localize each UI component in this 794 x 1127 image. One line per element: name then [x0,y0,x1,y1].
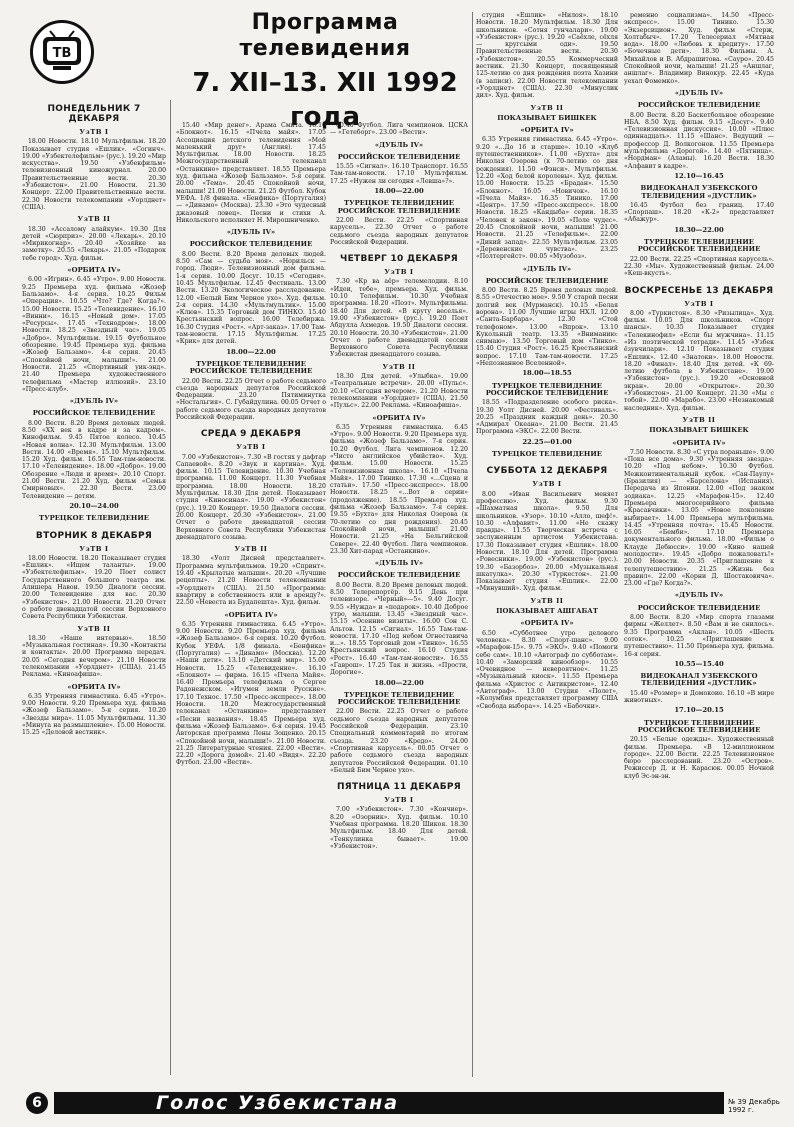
program-listing: 16.45 Футбол без границ. 17.40 «Спорпаш». 18.20 «К-2» представляет «Абажур». [624,201,774,224]
channel-heading: «ОРБИТА IV» [372,413,426,422]
channel-heading: «ДУБЛЬ IV» [69,397,119,406]
column-4 [476,12,618,1082]
program-listing: 8.00 Вести. 8.20 Баскетбольное обозрение НБА. 8.50 Худ. фильм. 9.15 «Досуг». 9.40 «Телевизионная дискуссия». 10.00 «Плюс одиннадцать». 11.15 «Шанс». Ведущий — профессор Д. Волкогонов. 11.55 Премьера мультфильма «Дорогой». 14.40 «Пятница». «Нордман» (Аламы). 16.20 Вести. 18.30 «Алфавит в кадре». [624,111,774,170]
day-heading: ПОНЕДЕЛЬНИК 7 ДЕКАБРЯ [47,104,141,124]
program-listing: 22.00 Вести. 22.25 Отчет о работе седьмого съезда народных депутатов Российской Федерации. 23.10 Специальный комментарий по итогам съезда. 23.20 «Кредо». 24.00 «Спортивная карусель». 00.05 Отчет о работе седьмого съезда народных депутатов Российской Федерации. 01.10 «Белый Бим Черное ухо». [330,708,468,774]
time-slot-note: 12.10—16.45 [674,171,724,180]
column-rule [472,12,473,1077]
channel-heading: РОССИЙСКОЕ ТЕЛЕВИДЕНИЕ [337,152,461,161]
column-rule [170,100,171,1075]
channel-heading: ВИДЕОКАНАЛ УЗБЕКСКОГО ТЕЛЕВИДЕНИЯ «ДУСТЛИК» [640,672,758,688]
program-listing: 6.35 Утренняя гимнастика. 6.45 «Утро». 9.00 Новости. 9.20 Премьера худ. фильма «Жозеф Бальзамо». 7-я серия. 10.20 Футбол. Лига чемпионов. 12.20 «Чисто английское убийство». Худ. фильм. 15.00 Новости. 15.25 «Телевизионная школа». 16.10 «Пчела Майя». 17.00 Тинико. 17.30 «...Сцена и статьи». 17.50 «Пресс-экспресс». 18.00 Новости. 18.25 «...Вот в серии» (продолжение). 18.55 Премьера худ. фильма «Жозеф Бальзамо». 7-я серия. 19.55 «Бухта» для Николая Озерова (к 70-летию со дня рождения). 20.45 Спокойной ночи, малыши! 21.00 Новости. 21.25 «На Бельгийской Севере». 22.40 Футбол. Лига чемпионов. 23.30 Хит-парад «Останкино». [330,423,468,555]
time-slot-note: 22.25—01.00 [522,437,572,446]
program-listing: 8.00 «Иван Васильевич меняет профессию». Худ. фильм. 9.30 «Шахматная школа». 9.50 Для школьников. «Узор». 10.10 «Алло, шеф!». 10.30 «Алфавит». 11.00 «Не скажу правды». 11.55 Творческая встреча с заслуженным артистом Узбекистана. 17.30 Показывает студия «Ешлик». 18.00 Новости. 18.10 Для детей. Программа «Ровесники». 19.00 «Узбекистон» (рус.). 19.30 «Базорбоз». 20.00 «Музыкальная шкатулка». 20.30 «Туркестон». 21.00 Показывает студия «Ешлик». 22.00 «Минувший». Худ. фильм. [476,490,618,593]
headline-line2: 7. XII–13. XII 1992 года [192,68,458,132]
channel-heading: «ДУБЛЬ IV» [374,140,424,149]
program-listing: 6.35 Утренняя гимнастика. 6.45 «Утро». 9.00 Новости. 9.20 Премьера худ. фильма «Жозеф Бальзамо». 6-я серия. 10.20 Футбол. Кубок УЕФА. 1/8 финала. «Бенфика» (Португалия) — «Динамо» (Москва). 12.20 «Наши дети». 13.10 «Детский мир». 15.00 Новости. 15.25 «Телевидение». 16.10 «Блокнот» — фирма. 16.15 «Пчела Майя». 16.40 Премьера телефильма о Сергее Радонежском. «Игумен земли Русские». 17.10 Технос. 17.50 «Пресс-экспресс». 18.00 Новости. 18.20 Межгосударственный телеканал «Останкино» представляет «Песни названия». 18.45 Премьера худ. фильма «Жозеф Бальзамо». 6-я серия. 19.45 Авторская программа Лены Зощенко. 20.15 «Спокойной ночи, малыши!». 21.00 Новости. 21.25 Литературные чтения. 22.00 «Вести». 22.20 «Дорога домой». 21.40 «Видя». 22.20 Футбол. 23.00 «Вести». [176,620,326,767]
channel-heading: РОССИЙСКОЕ ТЕЛЕВИДЕНИЕ [485,276,609,285]
channel-heading: ТУРЕЦКОЕ ТЕЛЕВИДЕНИЕ РОССИЙСКОЕ ТЕЛЕВИДЕНИЕ [189,359,313,376]
tv-logo-icon [39,29,85,75]
program-listing: 22.00 Вести. 22.25 Отчет о работе седьмого съезда народных депутатов Российской Федерации. 23.20 Пятиминутка «Ностальгия». С. Губайдулина. 00.05 Отчет о работе седьмого съезда народных депутатов Российской Федерации. [176,377,327,421]
day-heading: СУББОТА 12 ДЕКАБРЯ [486,466,608,477]
time-slot-note: ПОКАЗЫВАЕТ АШГАБАТ [496,607,598,616]
time-slot-note: 10.55—15.40 [674,659,724,668]
page-headline [190,10,460,134]
page-number: 6 [26,1092,48,1114]
station-heading: УзТВ I [79,544,109,553]
channel-heading: РОССИЙСКОЕ ТЕЛЕВИДЕНИЕ [189,240,313,249]
channel-heading: ТУРЕЦКОЕ ТЕЛЕВИДЕНИЕ РОССИЙСКОЕ ТЕЛЕВИДЕНИЕ [637,238,761,254]
channel-heading: «ДУБЛЬ IV» [522,264,572,273]
time-slot-note: 18.00—18.55 [522,369,572,378]
program-listing: 15.40 «Мир денег». Арама Смита. 16.10 «Блокнот». 16.15 «Пчела майя». 17.05 Ассоциация детского телевидения «Мой маленький друг» (Англия). 17.45 Мультфильм. 18.00 Новости. 18.25 Межгосударственный телеканал «Останкино» представляет. 18.55 Премьера худ. фильма «Жозеф Бальзамо». 5-я серия. 20.00 «Тема». 20.45 Спокойной ночи, малыши! 21.00 Новости. 21.25 Футбол. Кубок УЕФА. 1/8 финала. «Бенфика» (Португалия) — «Динамо» (Москва). 23.30 «Это чудесный джазовый ловец». Песни и стихи А. Никольского исполняет Н. Мирошниченко. [176,122,326,224]
column-5 [624,12,774,1082]
program-listing: 18.55 «Подразделение особого риска». 19.30 Уолт Дисней. 20.00 «Фестиваль». 20.25 «Праздник каждый день». 20.30 «Адмирал Океана». 21.00 Вести. 21.45 Программа «ЭКС». 22.00 Вести. [476,399,618,436]
channel-heading: «ДУБЛЬ IV» [674,591,724,600]
program-listing: 6.00 «Игрин». 6.45 «Утро». 9.00 Новости. 9.25 Премьера худ. фильма «Жозеф Бальзамо». 4-я серия. 10.25 Фильм «Операция». 10.55 «Что? Где? Когда?». 15.00 Новости. 15.25 «Телевидение». 16.10 «Винни». 16.15 «Новый дом». 17.05 «Ресурсы». 17.45 «Технодром». 18.00 Новости. 18.25 «Звездный час». 19.05 «Добро». Мультфильм. 19.15 Футбольное обозрение. 19.45 Премьера худ. фильма «Жозеф Бальзамо». 4-я серия. 20.45 «Спокойной ночи, малыши!». 21.00 Новости. 21.25 «Спортивный уик-энд». 21.40 Премьера художественного телефильма «Мастер иллюзий». 23.10 «Пресс-клуб». [22,276,166,393]
time-slot-note: 18.00—22.00 [374,678,424,687]
headline-line1: Программа телевидения [239,10,411,61]
station-heading: УзТВ II [530,103,564,112]
program-listing: 18.30 «Уолт Дисней представляет». Программа мультфильмов. 19.20 «Спринт». 19.40 «Крылатые малыши». 20.20 «Лучшие рецепты». 21.20 Новости телекомпании «Уорлднет» (США). 21.50 «Программа: квартиру в собственность или в аренду?». 22.50 «Невеста из Будапешта». Худ. фильм. [176,555,326,607]
program-listing: 15.55 «Сигнал». 16.10 Транспорт. 16.55 Там-там-новости. 17.10 Мультфильм. 17.25 «Нужен ли сегодня «Левша»?». [330,163,468,185]
day-heading: ВТОРНИК 8 ДЕКАБРЯ [35,530,153,541]
program-listing: 18.30 Для детей. «Улыбка». 19.00 «Театральные встречи». 20.00 «Пульс». 20.10 «Сегодня вечером». 21.20 Новости телекомпании «Уорлднет» (США). 21.50 «Пульс». 22.00 Реклама. «Киноафиша». [330,373,468,410]
column-3 [330,122,468,1082]
channel-heading: «ОРБИТА IV» [67,266,121,275]
station-heading: УзТВ II [682,415,716,424]
channel-heading: «ОРБИТА IV» [224,610,278,619]
time-slot-note: 18.00—22.00 [374,187,424,196]
column-2 [176,122,326,1082]
program-listing: ременно социализма». 14.50 «Пресс-экспресс». 15.00 Тинико. 15.30 «Экзерсицион». Худ. фильм «Стерж, Холтабыч». 17.20 Телесериал «Мятная вода». 18.00 «Любовь к кредиту». 17.50 «Бочечные дети». 18.30 Фильмы. А. Михайлов и В. Абдрашитова. «Сауро». 20.45 Спокойной ночи, малыши! 21.25 «Аншлаг, аншлаг». Владимир Винокур. 22.45 «Куда уехал Фомемко». [624,12,774,85]
channel-heading: РОССИЙСКОЕ ТЕЛЕВИДЕНИЕ [337,571,461,580]
channel-heading: РОССИЙСКОЕ ТЕЛЕВИДЕНИЕ [637,603,761,612]
station-heading: УзТВ I [532,480,562,489]
tv-logo [30,20,94,84]
channel-heading: РОССИЙСКОЕ ТЕЛЕВИДЕНИЕ [32,409,156,418]
channel-heading: «ДУБЛЬ IV» [374,559,424,568]
program-listing: 00.40 Футбол. Лига чемпионов. ЦСКА — «Гетеборг». 23.00 «Вести». [330,122,468,137]
program-listing: 8.00 Вести. 8.25 Время деловых людей. 8.55 «Отечество мое». 9.50 У старой песни долгий век (Мурманск). 10.15 «Белая ворона». 11.00 Лучшие игры НХЛ. 12.00 «Санта-Барбара». 12.30 «Стой телефоном». 13.00 «Впрок». 13.10 Кукольный театр. 13.35 «Вниманию: снимаю». 13.50 Торговый дом «Тинко». 15.40 Студия «Рост». 16.25 Крестьянский вопрос. 17.10 Там-там-новости. 17.25 «Непознанное Вселенной». [476,287,618,368]
time-slot-note: ПОКАЗЫВАЕТ БИШКЕК [497,113,597,122]
program-listing: 18.00 Новости. 18.20 Показывает студия «Ешлик». «Ищем таланты». 19.00 «Узбектелефильм». 19.20 Поет солист Государственного большого театра им. Алишера Навои. 19.50 Диалоги сессии. 20.00 Телевидение для вас. 20.30 «Узбекистон». 21.00 Новости. 21.20 Отчет о работе двенадцатой сессии Верховного Совета Республики Узбекистан. [22,554,166,621]
station-heading: УзТВ I [79,128,109,136]
program-listing: 6.35 Утренняя гимнастика. 6.45 «Утро». 9.20 «...До 16 и старше». 10.10 «Клуб путешественников». 11.00 «Бухта» для Николая Озерова (к 70-летию со дня рождения). 11.50 «Фэнси». Мультфильм. 12.20 «Ход белой королевы». Худ. фильм. 15.00 Новости. 15.25 «Брадан». 15.50 «Блокнот». 16.05 «Новичок». 16.10 «Пчела Майя». 16.35 Тинико. 17.00 «Центр». 17.50 «Пресс-экспресс». 18.00 Новости. 18.25 «Кандыба» серии. 18.35 «Человек и закон». 19.05 «Поле чудес». 20.45 Спокойной ночи, малыши! 21.00 Новости. 21.25 «Телефильм». 22.00 «Дикий запад». 22.55 Мультфильм. 23.05 «Деревенские чувства». 23.25 «Полтергейст». 00.05 «Музобоз». [476,136,618,261]
channel-heading: ТУРЕЦКОЕ ТЕЛЕВИДЕНИЕ [39,514,149,523]
program-listing: 8.00 «Туркистон». 8.30 «Ризылица». Худ. фильм. 10.05 Для школьников. «Спорт шансы». 10.35 Показывает студия «Телекинофил» «Если бы мужчина». 11.15 «Из поэтической тетради». 11.45 «Узбек ёзувчилари». 12.10 Показывает студия «Ешлик». 12.40 «Знатоки». 18.00 Новости. 18.20 «Финал». 18.40 Для детей. «К 69-летию футбола в Узбекистане». 19.00 «Узбекистон» (рус.). 19.20 «Основной экран». 20.00 «Открыток». 20.30 «Узбекистон». 21.00 Концерт. 21.30 «Мы с тобой». 22.00 «Марабо». 23.00 «Незнакомый наследник». Худ. фильм. [624,309,774,412]
channel-heading: «ОРБИТА IV» [672,438,726,447]
program-listing: 22.00 Вести. 22.25 «Спортивная карусель». 22.30 «Мы». Художественный фильм. 24.00 «Кеш-вкусть». [624,255,774,278]
program-listing: 8.00 Вести. 8.20 Время деловых людей. 8.50 «Сам — судьба моя». «Норильск — город. Люди». Телевизионный дом фильма. 1-я серия. 10.00 Досуг. 10.15 «Сегодня». 10.45 Мультфильм. 12.45 Фестиваль. 13.00 Вести. 13.20 Экологическое расследование. 12.00 «Белый Бим Черное ухо». Худ. фильм. 2-я серия. 14.30 «Мультмультик». 15.00 «Клюв». 15.35 Торговый дом ТИНКО. 15.40 Крестьянский вопрос. 16.00 Телебиржа. 16.30 Студия «Рост». «Арт-заказ». 17.00 Там-там-новости. 17.15 Мультфильм. 17.25 «Крик» для детей. [176,250,326,346]
day-heading: СРЕДА 9 ДЕКАБРЯ [200,429,302,440]
station-heading: УзТВ II [77,215,111,224]
channel-heading: ТУРЕЦКОЕ ТЕЛЕВИДЕНИЕ РОССИЙСКОЕ ТЕЛЕВИДЕНИЕ [485,381,609,397]
time-slot-note: 17.10—20.15 [674,706,724,715]
time-slot-note: 18.30—22.00 [674,225,724,234]
program-listing: 7.00 «Узбекистон». 7.30 «Кончиер». 8.20 «Озорник». Худ. фильм. 10.10 Учебная программа. 18.20 Шикоя. 18.30 Мультфильм. 18.40 Для детей. «Тенкулинка бывает». 19.00 «Узбекистон». [330,806,468,850]
channel-heading: ТУРЕЦКОЕ ТЕЛЕВИДЕНИЕ РОССИЙСКОЕ ТЕЛЕВИДЕНИЕ [337,690,461,707]
time-slot-note: ПОКАЗЫВАЕТ БИШКЕК [649,426,749,435]
program-listing: 22.00 Вести. 22.25 «Спортивная карусель». 22.30 Отчет о работе седьмого съезда народных депутатов Российской Федерации. [330,216,468,246]
channel-heading: РОССИЙСКОЕ ТЕЛЕВИДЕНИЕ [637,101,761,110]
issue-info: № 39 Декабрь 1992 г. [728,1098,780,1114]
logo-text: ТВ [52,46,72,61]
program-listing: 7.30 «Кр ва аёр» телемелодии. 8.10 «Идеи, тебе», премьера. Худ. фильм. 10.10 Телефильм. 10.30 Учебная программа. 18.20 «Поэт». Мультфильмы. 18.40 Для детей. «В круту веселья». 19.00 «Узбекистон» (рус.). 19.20 Поет Абдулла Ахмедов. 19.50 Диалоги сессии. 20.10 Новости. 20.30 «Узбекистон». 21.00 Отчет о работе двенадцатой сессии Верховного Совета Республики Узбекистан двенадцатого созыва. [330,278,468,359]
program-listing: 18.30 «Ассалому алайкум». 19.30 Для детей «Сюрприз». 20.00 «Лекарь». 20.10 «Мирикогнар». 20.40 «Хозяйке на заметку». 20.55 «Лекарь». 21.05 «Подарок тебе город». Худ. фильм. [22,225,166,262]
channel-heading: ТУРЕЦКОЕ ТЕЛЕВИДЕНИЕ РОССИЙСКОЕ ТЕЛЕВИДЕНИЕ [337,199,461,215]
newspaper-name: Голос Узбекистана [156,1092,400,1114]
program-listing: 20.15 «Белые одежды». Художественный фильм. Премьера. «В 12-миллионном городе». 22.00 Вести. 22.25 Телевизионное бюро расследований. 23.20 «Остров». Режиссер Д. и Н. Карасюк. 00.05 Ночной клуб Эс-эн-эн. [624,736,774,780]
day-heading: ВОСКРЕСЕНЬЕ 13 ДЕКАБРЯ [624,285,774,296]
station-heading: УзТВ II [77,624,111,633]
program-listing: 8.00 Вести. 8.20 Время деловых людей. 8.50 Телерепортёр. 9.15 День при телевизоре. «Черный»—5». 9.40 Досуг. 9.55 «Нужда» и «подарок». 10.40 Доброе утро, малыши. 13.45 «Звездный час». 15.15 «Осенние визиты». 16.00 Сон C. Альтов. 12.15 «Сигнал». 16.55 Там-там-новости. 17.10 «Под небом Огнеставича и...». 18.55 Торговый дом «Тинко». 16.55 Крестьянский вопрос. 16.10 Студия «Рост». 16.40 «Там-там-новости». 16.55 «Гаврош». 17.25 Так и жизнь. «Прости, Дорогие». [330,581,468,677]
day-heading: ПЯТНИЦА 11 ДЕКАБРЯ [336,782,462,793]
station-heading: УзТВ II [530,596,564,605]
time-slot-note: 18.00—22.00 [226,347,276,356]
channel-heading: ТУРЕЦКОЕ ТЕЛЕВИДЕНИЕ [492,450,602,459]
program-listing: студия «Ешлик» «Нилоя». 18.10 Новости. 18.20 Мультфильм. 18.30 Для школьников. «Сотня гунчалари». 19.00 «Узбекистон» (рус.). 19.20 «Саёхле, сёхля — кругсыми оди». 19.50 Правительственные вести. 20.30 «Узбекистон». 20.55 Коммерческий вестник. 21.30 Концерт, посвященный 125-летию со дня рождения поэта Хазини (в записи). 22.00 Новости телекомпании «Уорлднет» (США). 22.30 «Минуслик дил». Худ. фильм. [476,12,618,100]
station-heading: УзТВ I [684,299,714,308]
time-slot-note: 20.10—24.00 [69,501,119,510]
program-listing: 8.00 Вести. 8.20 «Мир спорта глазами фирмы «Желлет». 8.50 «Вам и не снилось». 9.35 Программа «Аклан». 10.05 «Шесть соток». 10.25 «Приглашение к путешествию». 11.50 Премьера худ. фильма. 16-я серия. [624,614,774,658]
column-1 [22,96,166,1086]
station-heading: УзТВ II [234,545,268,554]
day-heading: ЧЕТВЕРГ 10 ДЕКАБРЯ [340,254,458,265]
program-listing: 6.50 «Субботнее утро делового человека». 8.30 «Спорт-шанс». 9.00 «Марафон-15». 9.75 «ЭКО». 9.40 «Помоги себе сам». 10.10 «Автограф по субботам». 10.40 «Заморский кинообзор». 10.55 «Очевидное — невероятное». 11.25 «Музыкальный киоск». 11.55 Премьера фильма «Христос с Антикристом». 12.40 «Автограф». 13.00 Студия «Полет», «Колумбия представляет программу США «Свобода выбора»». 14.25 «Бабочки». [476,629,618,710]
program-listing: 8.00 Вести. 8.20 Время деловых людей. 8.50 «XX век в кадре и за кадром». Кинофильм. 9.45 Пятое колесо. 10.45 «Новая волна». 12.30 Мультфильм. 13.00 Вести. 14.00 «Время». 15.10 Мультфильм. 15.20 Худ. фильм. 16.55 Там-там-новости. 17.10 «Телевидение». 18.00 «Добро». 19.00 Обозрение «Люди и время». 20.10 Спорт. 21.00 Вести. 21.20 Худ. фильм «Семья Смирновых». 22.30 Вести. 23.00 Телевидение — детям. [22,419,166,500]
program-listing: 7.50 Новости. 8.30 «С утра пораньше». 9.00 «Пока все дома». 9.30 «Утренняя звезда». 10.20 «Под небом». 10.30 Футбол. Межконтинентальный кубок. «Сан-Паулу» (Бразилия) — «Барселона» (Испания). Передача из Японии. 12.00 «Под знаком зодиака». 12.25 «Марафон-15». 12.40 Премьера многосерийного фильма «Красавчики». 13.05 «Новое поколение выбирает». 14.00 Премьера мультфильма. 14.45 «Утренняя почта». 15.45 Новости. 16.05 «Бемби». 17.10 Премьера документального фильма. 18.00 «Фильм о Клауде Дебюсси». 19.00 «Кино нашей молодости». 19.45 «Добро пожаловать!» 20.00 Новости. 20.35 «Приглашение к телепутешествию». 21.25 «Жизнь без правил». 22.00 «Корни Д. Шостаковича». 23.00 «Где? Когда?». [624,448,774,588]
program-listing: 6.35 Утренняя гимнастика. 6.45 «Утро». 9.00 Новости. 9.20 Премьера худ. фильма «Жозеф Бальзамо». 5-я серия. 10.20 «Звезды мира». 11.05 Мультфильмы. 11.30 «Минута на размышление». 15.00 Новости. 15.25 «Деловой вестник». [22,692,166,737]
channel-heading: «ОРБИТА IV» [520,126,574,135]
channel-heading: «ДУБЛЬ IV» [226,228,276,237]
channel-heading: «ДУБЛЬ IV» [674,88,724,97]
station-heading: УзТВ I [384,796,414,805]
program-listing: 15.40 «Розмер» и Домокоие. 16.10 «В мире животных». [624,689,774,705]
channel-heading: ВИДЕОКАНАЛ УЗБЕКСКОГО ТЕЛЕВИДЕНИЯ «ДУСТЛИК» [640,184,758,200]
channel-heading: «ОРБИТА IV» [520,619,574,628]
program-listing: 18.00 Новости. 18.10 Мультфильм. 18.20 Показывает студия «Ешлик». «Согинч». 19.00 «Узбектелефильм» (рус.). 19.20 «Мир искусства». 19.50 «Узбекфильм» телевизионный киножурнал. 20.00 Правительственные вести. 20.30 «Узбекистон». 21.00 Новости. 21.30 Концерт. 22.00 Правительственные вести. 22.30 Новости телекомпании «Уорлднет» (США). [22,138,166,211]
program-listing: 7.00 «Узбекистон». 7.30 «В гостях у дафтар Сапаевой». 8.20 «Звук и картина». Худ. фильм. 10.15 Телевидение. 10.30 Учебная программа. 11.00 Концерт. 11.30 Учебная программа. 18.00 Новости. 18.20 Мультфильм. 18.30 Для детей. Показывает студия «Киносиная». 19.00 «Узбекистон» (рус.). 19.20 Концерт. 19.50 Диалоги сессии. 20.00 Концерт. 20.30 «Узбекистон». 21.00 Отчет о работе двенадцатой сессии Верховного Совета Республики Узбекистан двенадцатого созыва. [176,453,326,541]
station-heading: УзТВ I [384,268,414,277]
channel-heading: «ОРБИТА IV» [67,682,121,691]
channel-heading: ТУРЕЦКОЕ ТЕЛЕВИДЕНИЕ РОССИЙСКОЕ ТЕЛЕВИДЕНИЕ [637,718,761,734]
station-heading: УзТВ I [236,443,266,452]
program-listing: 18.30 «Наше интервью». 18.50 «Музыкальная гостиная». 19.30 «Контакты и контакты». 20.00 Программа передач. 20.05 «Сегодня вечером». 21.10 Новости телекомпании «Уорлднет» (США). 21.45 Реклама. «Киноафиша». [22,634,166,679]
station-heading: УзТВ II [382,362,416,371]
